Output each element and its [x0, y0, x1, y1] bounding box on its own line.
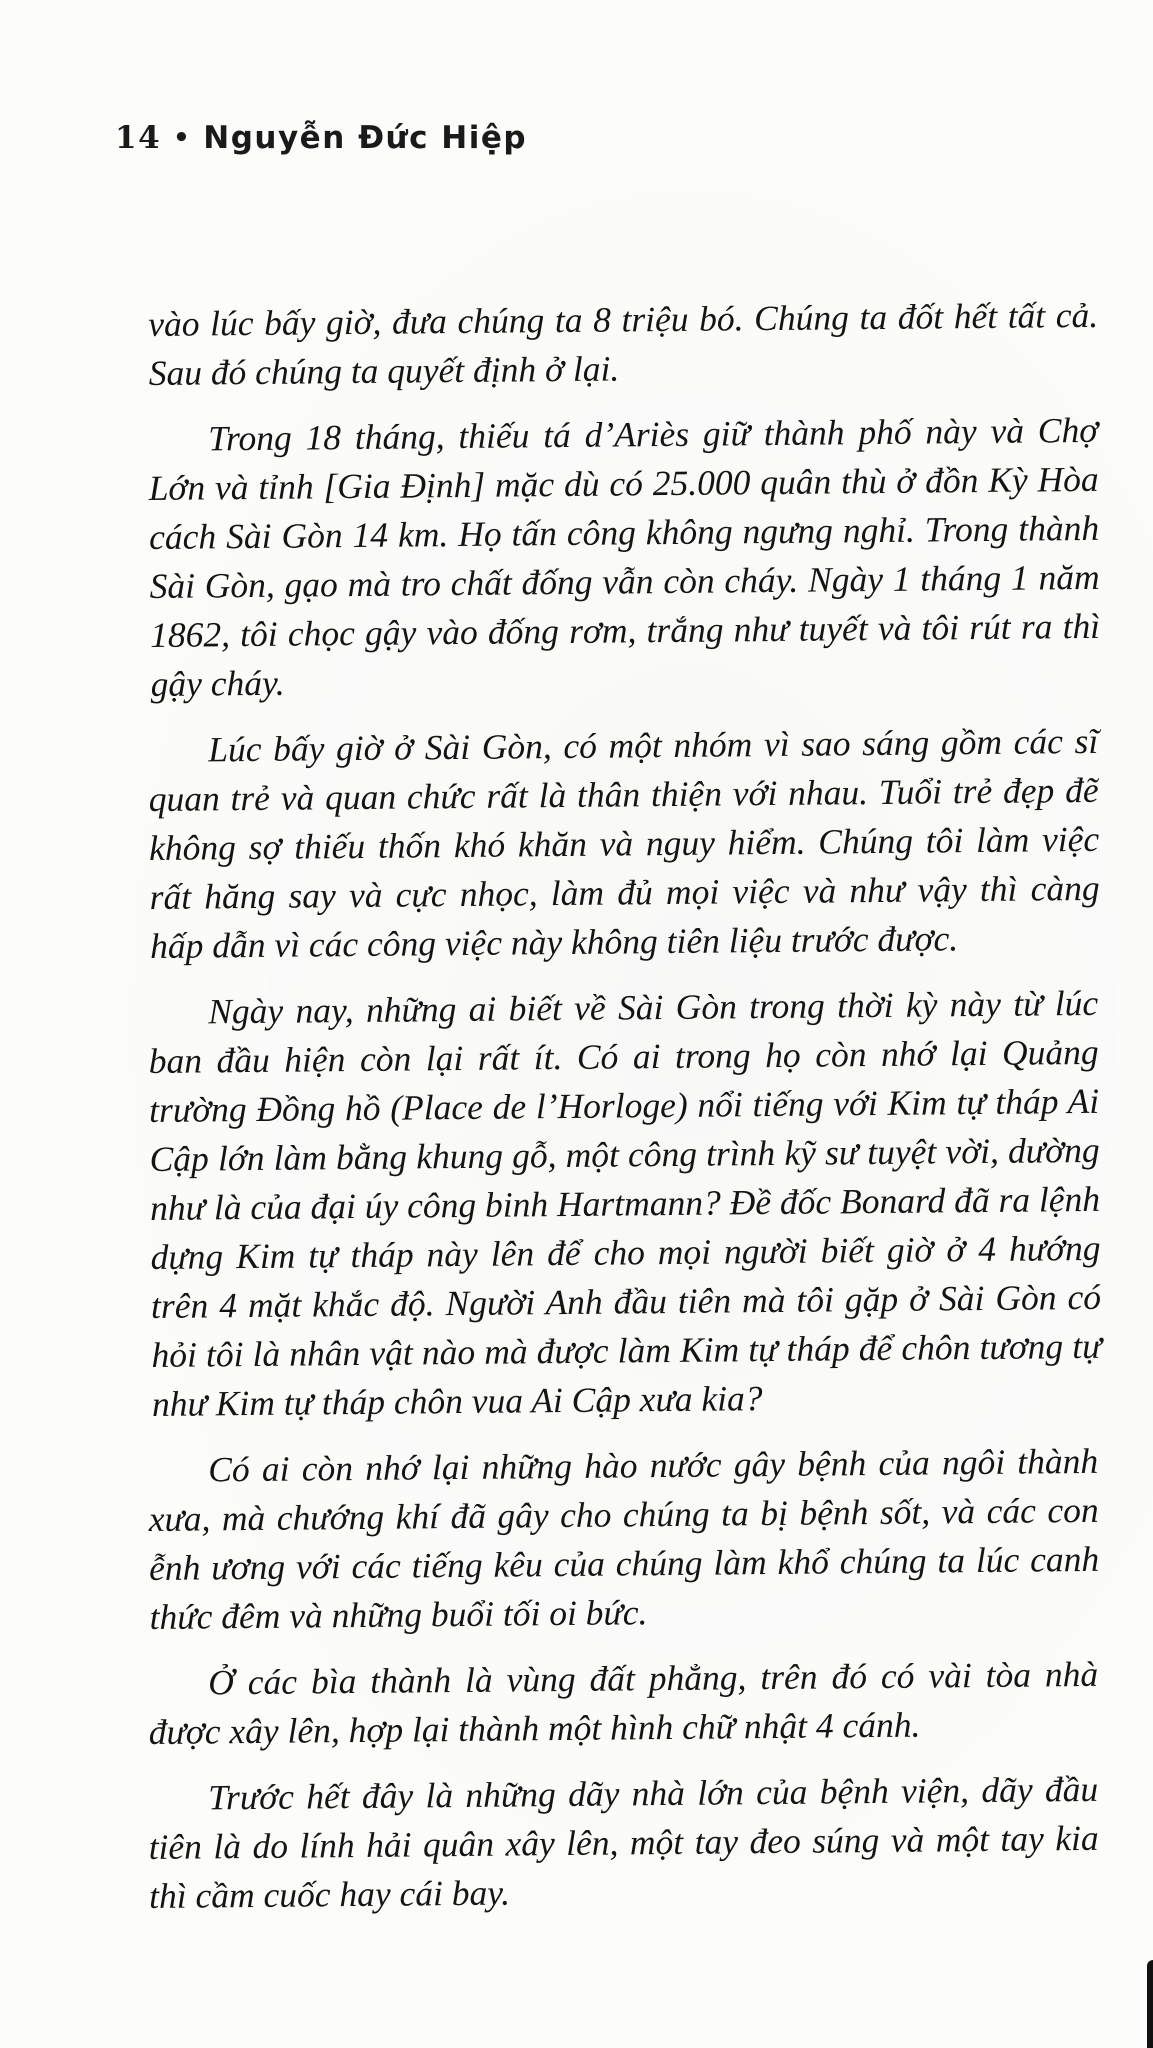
- bullet-separator-icon: •: [173, 123, 192, 153]
- page-edge-shadow: [1147, 1960, 1153, 2048]
- paragraph-3: Lúc bấy giờ ở Sài Gòn, có một nhóm vì sao sáng gồm các sĩ quan trẻ và quan chức rất là thân thiện với nhau. Tuổi trẻ đẹp đẽ không sợ thiếu thốn khó khăn và nguy hiểm. Chúng tôi làm việc rất hăng say và cực nhọc, làm đủ mọi việc và như vậy thì càng hấp dẫn vì các công việc này không tiên liệu trước được.: [148, 720, 1100, 966]
- paragraph-1: vào lúc bấy giờ, đưa chúng ta 8 triệu bó. Chúng ta đốt hết tất cả. Sau đó chúng ta quyết định ở lại.: [148, 294, 1099, 393]
- page-number: 14: [115, 120, 162, 156]
- paragraph-7: Trước hết đây là những dãy nhà lớn của bệnh viện, dãy đầu tiên là do lính hải quân xây lên, một tay đeo súng và một tay kia thì cầm cuốc hay cái bay.: [148, 1768, 1099, 1916]
- paragraph-6: Ở các bìa thành là vùng đất phẳng, trên đó có vài tòa nhà được xây lên, hợp lại thành một hình chữ nhật 4 cánh.: [148, 1653, 1099, 1752]
- running-header: [115, 120, 527, 156]
- paragraph-4: Ngày nay, những ai biết về Sài Gòn trong thời kỳ này từ lúc ban đầu hiện còn lại rất ít. Có ai trong họ còn nhớ lại Quảng trường Đồng hồ (Place de l’Horloge) nổi tiếng với Kim tự tháp Ai Cập lớn làm bằng khung gỗ, một công trình kỹ sư tuyệt vời, dường như là của đại úy công binh Hartmann? Đề đốc Bonard đã ra lệnh dựng Kim tự tháp này lên để cho mọi người biết giờ ở 4 hướng trên 4 mặt khắc độ. Người Anh đầu tiên mà tôi gặp ở Sài Gòn có hỏi tôi là nhân vật nào mà được làm Kim tự tháp để chôn tương tự như Kim tự tháp chôn vua Ai Cập xưa kia?: [148, 982, 1102, 1424]
- paragraph-2: Trong 18 tháng, thiếu tá d’Ariès giữ thành phố này và Chợ Lớn và tỉnh [Gia Định] mặc dù có 25.000 quân thù ở đồn Kỳ Hòa cách Sài Gòn 14 km. Họ tấn công không ngưng nghỉ. Trong thành Sài Gòn, gạo mà tro chất đống vẫn còn cháy. Ngày 1 tháng 1 năm 1862, tôi chọc gậy vào đống rơm, trắng như tuyết và tôi rút ra thì gậy cháy.: [148, 409, 1101, 704]
- body-text: [148, 294, 1102, 1938]
- author-name: Nguyễn Đức Hiệp: [203, 120, 528, 156]
- paragraph-5: Có ai còn nhớ lại những hào nước gây bệnh của ngôi thành xưa, mà chướng khí đã gây cho chúng ta bị bệnh sốt, và các con ễnh ương với các tiếng kêu của chúng làm khổ chúng ta lúc canh thức đêm và những buổi tối oi bức.: [148, 1440, 1100, 1637]
